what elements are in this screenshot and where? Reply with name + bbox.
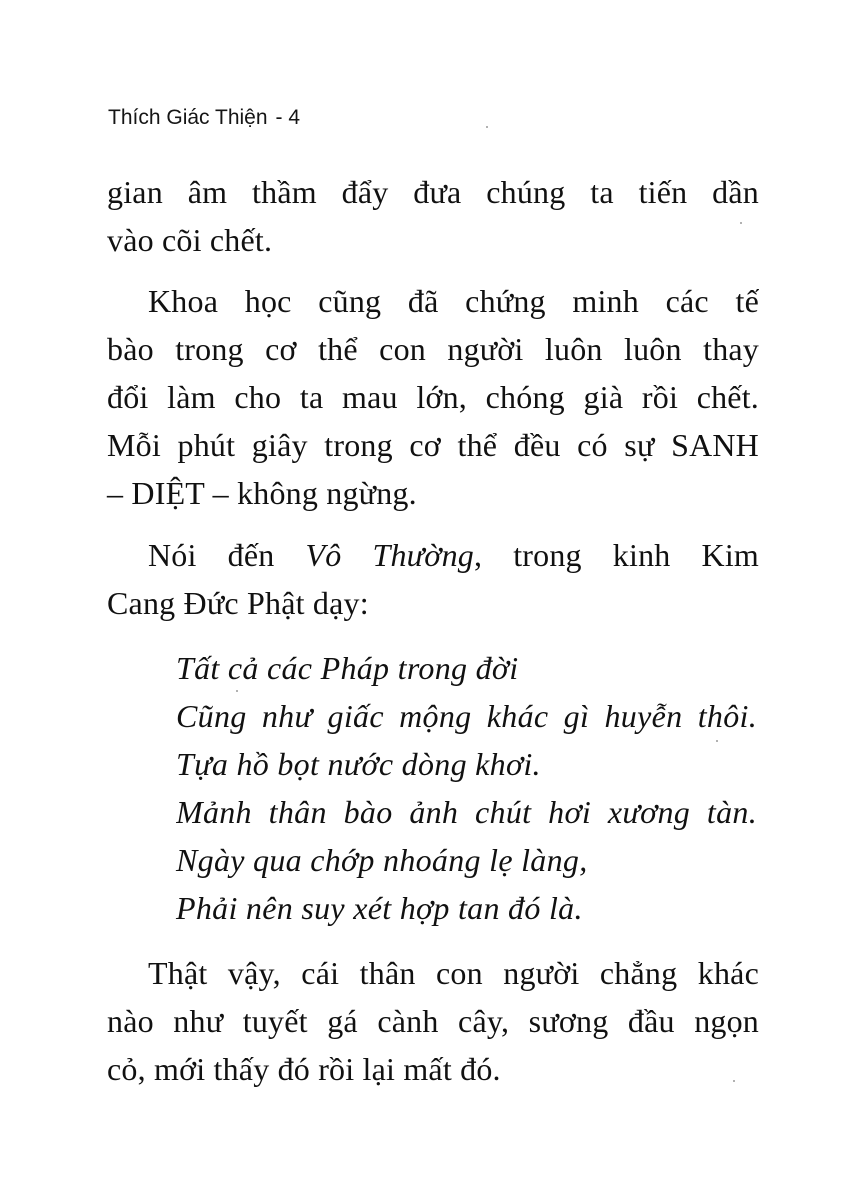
verse-line: Cũng như giấc mộng khác gì huyễn thôi. (176, 698, 757, 734)
text-line: – DIỆT – không ngừng. (107, 475, 417, 511)
scan-speck (236, 690, 238, 692)
text-line: Cang Đức Phật dạy: (107, 585, 369, 621)
text-line: Thật vậy, cái thân con người chẳng khác (148, 955, 759, 991)
text-line: Khoa học cũng đã chứng minh các tế (148, 283, 759, 319)
text-line: nào như tuyết gá cành cây, sương đầu ngọn (107, 1003, 759, 1039)
scan-speck (716, 740, 718, 742)
text-run: , trong kinh Kim (473, 537, 759, 573)
text-line: cỏ, mới thấy đó rồi lại mất đó. (107, 1051, 501, 1087)
text-line: đổi làm cho ta mau lớn, chóng già rồi chết. (107, 379, 759, 415)
page-number: - 4 (275, 106, 301, 129)
scan-speck (486, 126, 488, 128)
running-title: Thích Giác Thiện (108, 106, 268, 129)
text-line: bào trong cơ thể con người luôn luôn thay (107, 331, 759, 367)
running-header (108, 106, 300, 130)
text-line: gian âm thầm đẩy đưa chúng ta tiến dần (107, 174, 759, 210)
text-line: Mỗi phút giây trong cơ thể đều có sự SANH (107, 427, 759, 463)
emphasis-term: Vô Thường (305, 537, 474, 573)
text-line-with-emphasis (148, 535, 759, 575)
verse-line: Mảnh thân bào ảnh chút hơi xương tàn. (176, 794, 757, 830)
scan-speck (740, 222, 742, 224)
verse-line: Tựa hồ bọt nước dòng khơi. (176, 746, 541, 782)
text-run: Nói đến (148, 537, 306, 573)
scan-speck (733, 1080, 735, 1082)
verse-line: Phải nên suy xét hợp tan đó là. (176, 890, 583, 926)
verse-line: Ngày qua chớp nhoáng lẹ làng, (176, 842, 588, 878)
text-line: vào cõi chết. (107, 222, 273, 258)
verse-line: Tất cả các Pháp trong đời (176, 650, 519, 686)
